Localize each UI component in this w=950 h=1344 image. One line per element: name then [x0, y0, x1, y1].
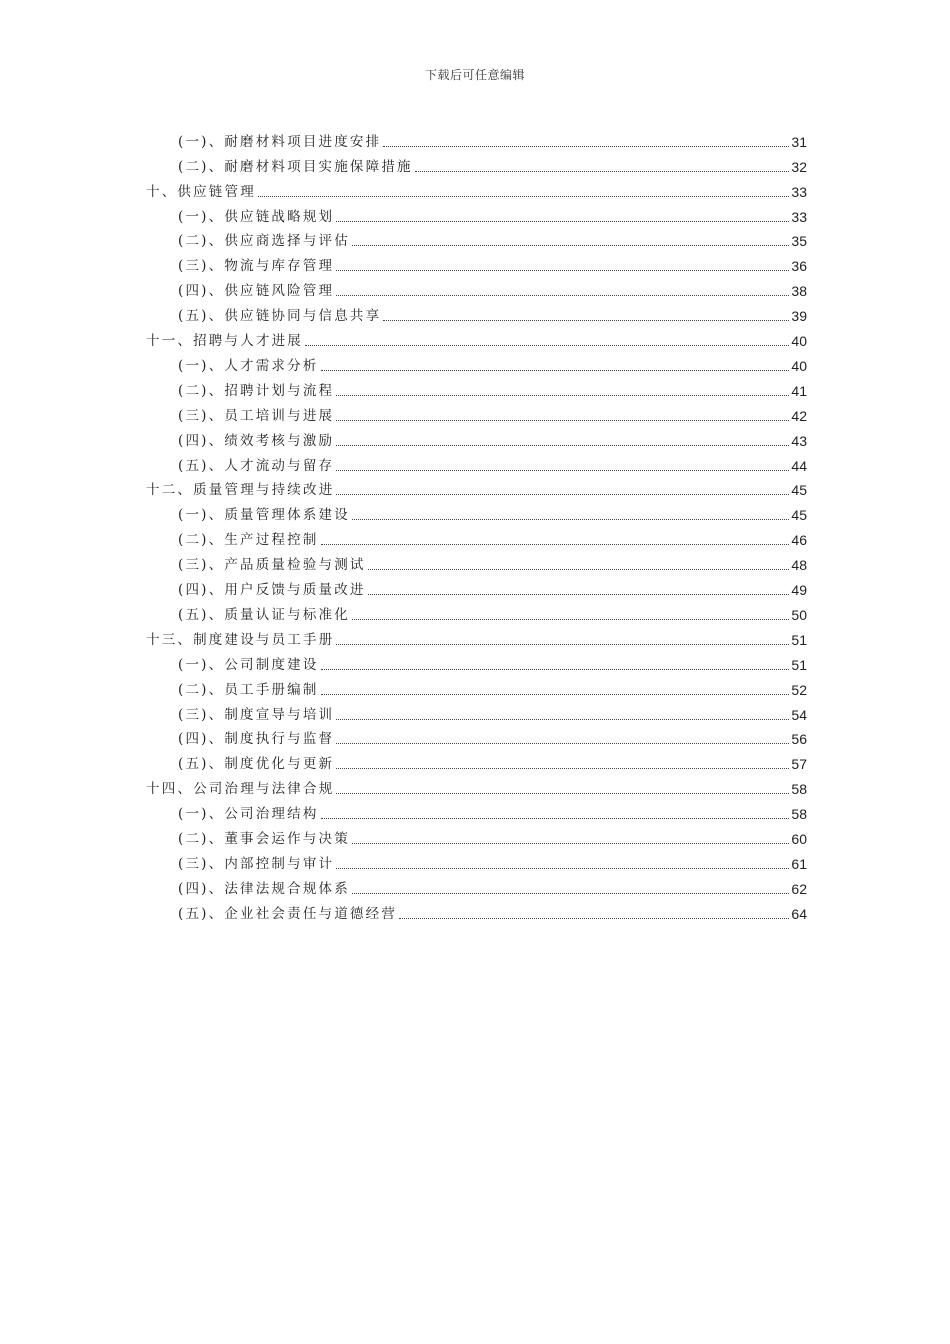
- toc-entry-title: (一)、供应链战略规划: [178, 208, 335, 225]
- toc-section-entry[interactable]: [178, 151, 807, 176]
- toc-section-entry[interactable]: [178, 898, 807, 923]
- toc-page-number: 51: [791, 656, 807, 673]
- toc-page-number: 45: [791, 507, 807, 524]
- toc-page-number: 58: [791, 806, 807, 823]
- toc-page-number: 40: [791, 357, 807, 374]
- toc-page-number: 60: [791, 831, 807, 848]
- toc-entry-title: (二)、生产过程控制: [178, 532, 319, 549]
- toc-section-entry[interactable]: [178, 350, 807, 375]
- toc-section-entry[interactable]: [178, 375, 807, 400]
- toc-dot-leader: [368, 569, 790, 570]
- toc-section-entry[interactable]: [178, 873, 807, 898]
- toc-section-entry[interactable]: [178, 848, 807, 873]
- toc-page-number: 36: [791, 258, 807, 275]
- toc-dot-leader: [258, 196, 790, 197]
- toc-page-number: 48: [791, 557, 807, 574]
- toc-page-number: 49: [791, 582, 807, 599]
- toc-chapter-entry[interactable]: [146, 475, 807, 500]
- toc-dot-leader: [336, 793, 789, 794]
- toc-page-number: 50: [791, 606, 807, 623]
- toc-dot-leader: [321, 370, 790, 371]
- toc-dot-leader: [352, 893, 789, 894]
- toc-page-number: 61: [791, 855, 807, 872]
- toc-dot-leader: [321, 818, 790, 819]
- toc-page-number: 51: [791, 631, 807, 648]
- toc-dot-leader: [352, 519, 789, 520]
- toc-page-number: 45: [791, 482, 807, 499]
- toc-dot-leader: [352, 619, 789, 620]
- toc-section-entry[interactable]: [178, 126, 807, 151]
- toc-section-entry[interactable]: [178, 574, 807, 599]
- toc-entry-title: (四)、用户反馈与质量改进: [178, 582, 366, 599]
- toc-dot-leader: [383, 320, 789, 321]
- toc-entry-title: 十一、招聘与人才进展: [146, 333, 303, 350]
- toc-page-number: 31: [791, 133, 807, 150]
- toc-entry-title: (二)、招聘计划与流程: [178, 382, 335, 399]
- toc-dot-leader: [336, 743, 789, 744]
- toc-entry-title: (一)、质量管理体系建设: [178, 507, 350, 524]
- toc-entry-title: (一)、公司治理结构: [178, 806, 319, 823]
- toc-page-number: 35: [791, 233, 807, 250]
- toc-dot-leader: [336, 470, 789, 471]
- toc-entry-title: (三)、产品质量检验与测试: [178, 557, 366, 574]
- toc-page-number: 40: [791, 333, 807, 350]
- toc-dot-leader: [415, 171, 790, 172]
- toc-entry-title: (一)、人才需求分析: [178, 357, 319, 374]
- toc-page-number: 38: [791, 283, 807, 300]
- toc-entry-title: (二)、耐磨材料项目实施保障措施: [178, 158, 413, 175]
- toc-dot-leader: [336, 295, 789, 296]
- toc-page-number: 43: [791, 432, 807, 449]
- toc-entry-title: (四)、制度执行与监督: [178, 731, 335, 748]
- toc-entry-title: 十三、制度建设与员工手册: [146, 631, 335, 648]
- toc-page-number: 56: [791, 731, 807, 748]
- toc-section-entry[interactable]: [178, 699, 807, 724]
- toc-dot-leader: [336, 768, 789, 769]
- toc-dot-leader: [336, 494, 789, 495]
- toc-entry-title: (四)、绩效考核与激励: [178, 432, 335, 449]
- toc-entry-title: (四)、供应链风险管理: [178, 283, 335, 300]
- toc-entry-title: (五)、制度优化与更新: [178, 756, 335, 773]
- toc-section-entry[interactable]: [178, 450, 807, 475]
- toc-page-number: 44: [791, 457, 807, 474]
- toc-section-entry[interactable]: [178, 251, 807, 276]
- toc-dot-leader: [336, 719, 789, 720]
- toc-entry-title: (二)、董事会运作与决策: [178, 831, 350, 848]
- toc-section-entry[interactable]: [178, 300, 807, 325]
- toc-page-number: 52: [791, 681, 807, 698]
- toc-dot-leader: [305, 345, 789, 346]
- toc-section-entry[interactable]: [178, 798, 807, 823]
- toc-section-entry[interactable]: [178, 823, 807, 848]
- toc-section-entry[interactable]: [178, 674, 807, 699]
- toc-page-number: 58: [791, 781, 807, 798]
- toc-dot-leader: [336, 221, 789, 222]
- toc-entry-title: (五)、供应链协同与信息共享: [178, 308, 382, 325]
- toc-dot-leader: [321, 544, 790, 545]
- toc-entry-title: (五)、质量认证与标准化: [178, 606, 350, 623]
- toc-dot-leader: [336, 270, 789, 271]
- toc-dot-leader: [383, 146, 789, 147]
- toc-dot-leader: [368, 594, 790, 595]
- toc-section-entry[interactable]: [178, 724, 807, 749]
- toc-section-entry[interactable]: [178, 524, 807, 549]
- toc-page-number: 54: [791, 706, 807, 723]
- toc-dot-leader: [321, 694, 790, 695]
- toc-page-number: 57: [791, 756, 807, 773]
- toc-dot-leader: [399, 918, 789, 919]
- toc-entry-title: 十、供应链管理: [146, 183, 256, 200]
- toc-page-number: 42: [791, 407, 807, 424]
- toc-section-entry[interactable]: [178, 549, 807, 574]
- toc-page-number: 46: [791, 532, 807, 549]
- toc-chapter-entry[interactable]: [146, 624, 807, 649]
- toc-entry-title: 十二、质量管理与持续改进: [146, 482, 335, 499]
- toc-dot-leader: [352, 245, 789, 246]
- toc-entry-title: (二)、员工手册编制: [178, 681, 319, 698]
- toc-entry-title: (一)、耐磨材料项目进度安排: [178, 133, 382, 150]
- toc-entry-title: (三)、内部控制与审计: [178, 855, 335, 872]
- toc-dot-leader: [336, 644, 789, 645]
- toc-section-entry[interactable]: [178, 226, 807, 251]
- toc-section-entry[interactable]: [178, 749, 807, 774]
- toc-chapter-entry[interactable]: [146, 325, 807, 350]
- toc-entry-title: (一)、公司制度建设: [178, 656, 319, 673]
- toc-page-number: 33: [791, 208, 807, 225]
- toc-page-number: 33: [791, 183, 807, 200]
- toc-section-entry[interactable]: [178, 649, 807, 674]
- toc-page-number: 32: [791, 158, 807, 175]
- toc-dot-leader: [336, 395, 789, 396]
- toc-section-entry[interactable]: [178, 599, 807, 624]
- toc-entry-title: (三)、制度宣导与培训: [178, 706, 335, 723]
- toc-entry-title: 十四、公司治理与法律合规: [146, 781, 335, 798]
- toc-section-entry[interactable]: [178, 201, 807, 226]
- toc-section-entry[interactable]: [178, 425, 807, 450]
- toc-page-number: 64: [791, 905, 807, 922]
- toc-entry-title: (三)、员工培训与进展: [178, 407, 335, 424]
- toc-dot-leader: [336, 420, 789, 421]
- toc-entry-title: (五)、人才流动与留存: [178, 457, 335, 474]
- toc-section-entry[interactable]: [178, 275, 807, 300]
- toc-page-number: 41: [791, 382, 807, 399]
- toc-dot-leader: [336, 868, 789, 869]
- toc-page-number: 39: [791, 308, 807, 325]
- toc-chapter-entry[interactable]: [146, 176, 807, 201]
- toc-entry-title: (五)、企业社会责任与道德经营: [178, 905, 398, 922]
- toc-section-entry[interactable]: [178, 500, 807, 525]
- page-header: 下载后可任意编辑: [424, 68, 525, 82]
- toc-entry-title: (四)、法律法规合规体系: [178, 880, 350, 897]
- toc-chapter-entry[interactable]: [146, 773, 807, 798]
- toc-entry-title: (二)、供应商选择与评估: [178, 233, 350, 250]
- toc-dot-leader: [321, 669, 790, 670]
- toc-page-number: 62: [791, 880, 807, 897]
- toc-section-entry[interactable]: [178, 400, 807, 425]
- toc-dot-leader: [352, 843, 789, 844]
- toc-entry-title: (三)、物流与库存管理: [178, 258, 335, 275]
- toc-dot-leader: [336, 445, 789, 446]
